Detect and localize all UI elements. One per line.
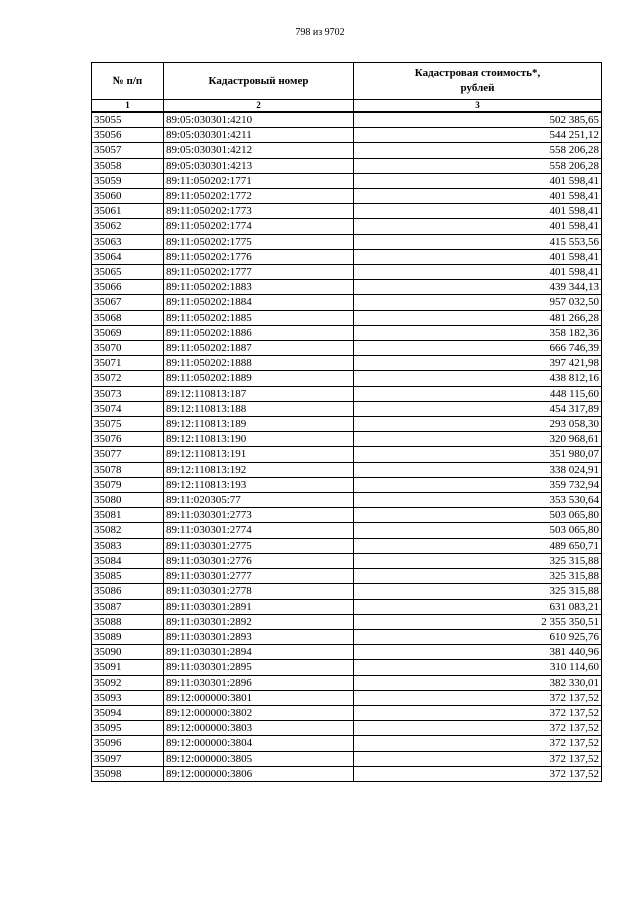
table-row [92,265,602,280]
cadastral-value: 631 083,21 [354,599,602,614]
cadastral-value: 325 315,88 [354,553,602,568]
cadastral-number: 89:11:050202:1771 [164,173,354,188]
row-number: 35071 [92,356,164,371]
header-cadastral-value-line1: Кадастровая стоимость*, [414,67,541,79]
row-number: 35081 [92,508,164,523]
row-number: 35056 [92,128,164,143]
row-number: 35076 [92,432,164,447]
cadastral-number: 89:05:030301:4210 [164,112,354,128]
row-number: 35093 [92,690,164,705]
cadastral-value: 558 206,28 [354,143,602,158]
table-row [92,432,602,447]
table-row [92,325,602,340]
row-number: 35059 [92,173,164,188]
cadastral-value: 454 317,89 [354,401,602,416]
table-row [92,660,602,675]
table-row [92,249,602,264]
row-number: 35086 [92,584,164,599]
cadastral-value: 372 137,52 [354,705,602,720]
cadastral-number: 89:11:030301:2778 [164,584,354,599]
row-number: 35069 [92,325,164,340]
cadastral-number: 89:12:110813:191 [164,447,354,462]
table-row [92,584,602,599]
cadastral-table [91,62,602,782]
table-row [92,569,602,584]
cadastral-number: 89:11:020305:77 [164,493,354,508]
cadastral-number: 89:11:030301:2774 [164,523,354,538]
cadastral-value: 358 182,36 [354,325,602,340]
table-row [92,158,602,173]
cadastral-value: 438 812,16 [354,371,602,386]
row-number: 35087 [92,599,164,614]
table-row [92,462,602,477]
row-number: 35095 [92,721,164,736]
cadastral-value: 372 137,52 [354,736,602,751]
cadastral-number: 89:11:050202:1884 [164,295,354,310]
row-number: 35091 [92,660,164,675]
cadastral-value: 372 137,52 [354,690,602,705]
table-row [92,614,602,629]
cadastral-value: 503 065,80 [354,523,602,538]
table-row [92,234,602,249]
cadastral-value: 439 344,13 [354,280,602,295]
cadastral-number: 89:11:050202:1887 [164,341,354,356]
table-row [92,447,602,462]
row-number: 35078 [92,462,164,477]
row-number: 35067 [92,295,164,310]
table-row [92,401,602,416]
cadastral-number: 89:12:000000:3801 [164,690,354,705]
row-number: 35072 [92,371,164,386]
cadastral-value: 325 315,88 [354,584,602,599]
table-row [92,705,602,720]
cadastral-value: 544 251,12 [354,128,602,143]
table-row [92,508,602,523]
cadastral-number: 89:11:030301:2893 [164,629,354,644]
column-number-row [92,100,602,113]
table-row [92,143,602,158]
table-header-row [92,63,602,100]
table-row [92,493,602,508]
row-number: 35066 [92,280,164,295]
column-number-1: 1 [92,100,164,113]
cadastral-number: 89:11:050202:1772 [164,189,354,204]
cadastral-number: 89:12:110813:187 [164,386,354,401]
header-number: № п/п [92,63,164,100]
table-row [92,629,602,644]
cadastral-value: 957 032,50 [354,295,602,310]
row-number: 35060 [92,189,164,204]
table-row [92,721,602,736]
cadastral-number: 89:11:030301:2892 [164,614,354,629]
cadastral-number: 89:11:050202:1773 [164,204,354,219]
cadastral-number: 89:05:030301:4211 [164,128,354,143]
row-number: 35064 [92,249,164,264]
row-number: 35085 [92,569,164,584]
cadastral-value: 310 114,60 [354,660,602,675]
cadastral-value: 448 115,60 [354,386,602,401]
cadastral-number: 89:11:030301:2773 [164,508,354,523]
row-number: 35073 [92,386,164,401]
row-number: 35098 [92,766,164,781]
cadastral-value: 666 746,39 [354,341,602,356]
row-number: 35079 [92,477,164,492]
cadastral-value: 351 980,07 [354,447,602,462]
table-row [92,736,602,751]
header-cadastral-value-line2: рублей [460,82,495,94]
cadastral-value: 401 598,41 [354,173,602,188]
table-row [92,128,602,143]
cadastral-value: 359 732,94 [354,477,602,492]
cadastral-value: 401 598,41 [354,249,602,264]
cadastral-value: 325 315,88 [354,569,602,584]
table-row [92,280,602,295]
row-number: 35055 [92,112,164,128]
table-row [92,477,602,492]
header-cadastral-number: Кадастровый номер [164,63,354,100]
table-row [92,112,602,128]
cadastral-value: 401 598,41 [354,204,602,219]
cadastral-value: 503 065,80 [354,508,602,523]
column-number-3: 3 [354,100,602,113]
cadastral-number: 89:11:030301:2777 [164,569,354,584]
cadastral-number: 89:12:000000:3806 [164,766,354,781]
row-number: 35092 [92,675,164,690]
row-number: 35097 [92,751,164,766]
cadastral-value: 401 598,41 [354,189,602,204]
cadastral-value: 610 925,76 [354,629,602,644]
cadastral-number: 89:05:030301:4213 [164,158,354,173]
row-number: 35063 [92,234,164,249]
cadastral-number: 89:11:030301:2776 [164,553,354,568]
cadastral-number: 89:11:050202:1776 [164,249,354,264]
cadastral-value: 320 968,61 [354,432,602,447]
header-cadastral-value [354,63,602,100]
cadastral-number: 89:12:110813:190 [164,432,354,447]
row-number: 35089 [92,629,164,644]
table-row [92,417,602,432]
row-number: 35088 [92,614,164,629]
cadastral-number: 89:11:050202:1777 [164,265,354,280]
cadastral-value: 415 553,56 [354,234,602,249]
table-row [92,751,602,766]
row-number: 35074 [92,401,164,416]
table-row [92,690,602,705]
cadastral-number: 89:12:110813:192 [164,462,354,477]
cadastral-number: 89:12:000000:3803 [164,721,354,736]
cadastral-number: 89:12:110813:189 [164,417,354,432]
table-row [92,295,602,310]
table-row [92,204,602,219]
cadastral-value: 372 137,52 [354,721,602,736]
cadastral-number: 89:12:110813:188 [164,401,354,416]
page-number: 798 из 9702 [295,27,345,38]
cadastral-value: 382 330,01 [354,675,602,690]
cadastral-number: 89:11:050202:1889 [164,371,354,386]
row-number: 35080 [92,493,164,508]
cadastral-number: 89:12:110813:193 [164,477,354,492]
cadastral-number: 89:11:030301:2896 [164,675,354,690]
row-number: 35070 [92,341,164,356]
cadastral-number: 89:11:050202:1888 [164,356,354,371]
cadastral-number: 89:11:050202:1883 [164,280,354,295]
table-row [92,599,602,614]
row-number: 35062 [92,219,164,234]
cadastral-value: 489 650,71 [354,538,602,553]
row-number: 35068 [92,310,164,325]
table-row [92,219,602,234]
cadastral-number: 89:11:030301:2775 [164,538,354,553]
cadastral-value: 338 024,91 [354,462,602,477]
cadastral-value: 397 421,98 [354,356,602,371]
table-row [92,766,602,781]
cadastral-number: 89:11:050202:1886 [164,325,354,340]
row-number: 35090 [92,645,164,660]
table-row [92,386,602,401]
row-number: 35096 [92,736,164,751]
cadastral-value: 372 137,52 [354,751,602,766]
table-row [92,356,602,371]
cadastral-value: 372 137,52 [354,766,602,781]
cadastral-value: 401 598,41 [354,265,602,280]
cadastral-number: 89:12:000000:3802 [164,705,354,720]
row-number: 35083 [92,538,164,553]
row-number: 35065 [92,265,164,280]
table-row [92,675,602,690]
row-number: 35058 [92,158,164,173]
table-row [92,538,602,553]
row-number: 35077 [92,447,164,462]
table-row [92,341,602,356]
cadastral-number: 89:11:050202:1885 [164,310,354,325]
cadastral-number: 89:11:050202:1775 [164,234,354,249]
cadastral-value: 401 598,41 [354,219,602,234]
cadastral-value: 2 355 350,51 [354,614,602,629]
cadastral-number: 89:12:000000:3804 [164,736,354,751]
cadastral-number: 89:11:030301:2895 [164,660,354,675]
table-row [92,189,602,204]
cadastral-value: 381 440,96 [354,645,602,660]
cadastral-number: 89:12:000000:3805 [164,751,354,766]
cadastral-number: 89:11:050202:1774 [164,219,354,234]
cadastral-number: 89:11:030301:2894 [164,645,354,660]
table-row [92,523,602,538]
cadastral-number: 89:05:030301:4212 [164,143,354,158]
row-number: 35057 [92,143,164,158]
row-number: 35082 [92,523,164,538]
table-row [92,371,602,386]
cadastral-value: 481 266,28 [354,310,602,325]
row-number: 35061 [92,204,164,219]
cadastral-value: 353 530,64 [354,493,602,508]
cadastral-value: 502 385,65 [354,112,602,128]
row-number: 35094 [92,705,164,720]
table-row [92,173,602,188]
row-number: 35075 [92,417,164,432]
table-row [92,553,602,568]
column-number-2: 2 [164,100,354,113]
row-number: 35084 [92,553,164,568]
table-row [92,645,602,660]
table-row [92,310,602,325]
cadastral-number: 89:11:030301:2891 [164,599,354,614]
cadastral-value: 293 058,30 [354,417,602,432]
cadastral-value: 558 206,28 [354,158,602,173]
